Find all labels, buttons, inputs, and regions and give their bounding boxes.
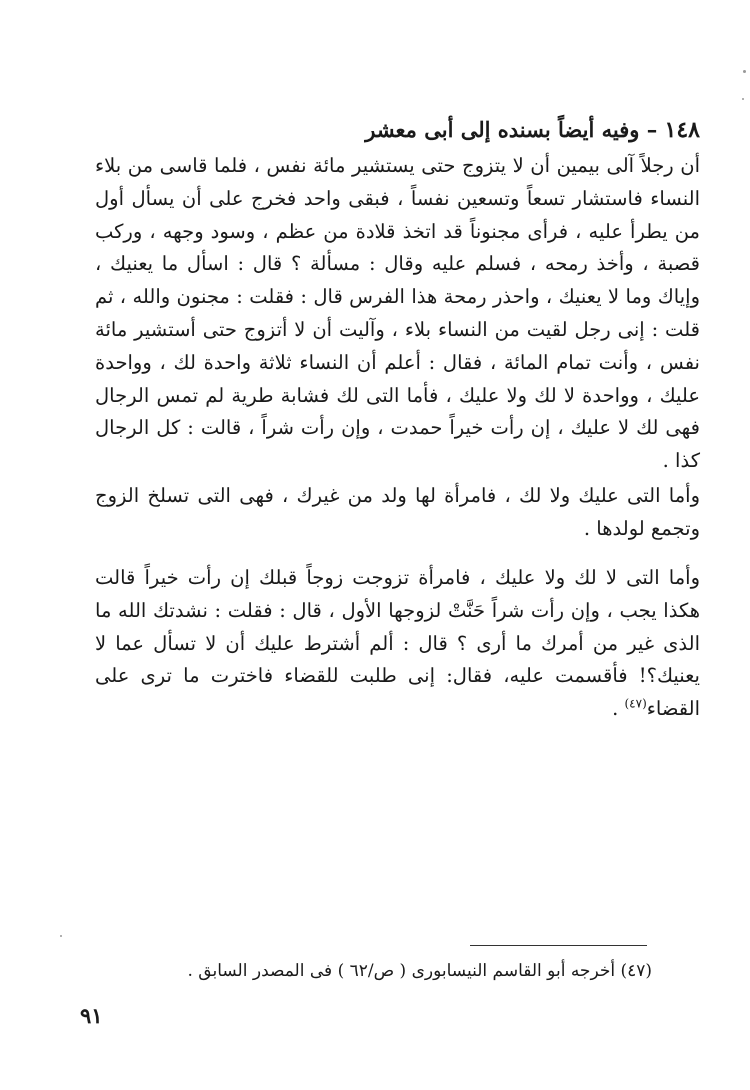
scan-speck xyxy=(742,98,744,100)
body-paragraph-2 xyxy=(95,480,700,546)
scan-speck xyxy=(60,935,62,937)
section-number: ١٤٨ xyxy=(664,117,700,143)
footnote-reference: (٤٧) xyxy=(624,696,647,711)
footnote: (٤٧) أخرجه أبو القاسم النيسابورى ( ص/٦٢ ) فى المصدر السابق . xyxy=(187,961,652,981)
paragraph-text-wrapper xyxy=(95,562,700,726)
footnote-divider xyxy=(470,945,647,946)
body-paragraph-3 xyxy=(95,562,700,726)
paragraph-text: أن رجلاً آلى بيمين أن لا يتزوج حتى يستشير مائة نفس ، فلما قاسى من بلاء النساء فاستشار تسعاً وتسعين نفساً ، فبقى واحد فخرج على أن يسأل أول من يطرأ عليه ، فرأى مجنوناً قد اتخذ قلادة من عظم ، وسود وجهه ، وركب قصبة ، وأخذ رمحه ، فسلم عليه وقال : مسألة ؟ قال : اسأل ما يعنيك ، وإياك وما لا يعنيك ، واحذر رمحة هذا الفرس قال : فقلت : مجنون والله ، ثم قلت : إنى رجل لقيت من النساء بلاء ، وآليت أن لا أتزوج حتى أستشير مائة نفس ، وأنت تمام المائة ، فقال : أعلم أن النساء ثلاثة واحدة لك ، وواحدة عليك ، وواحدة لا لك ولا عليك ، فأما التى لك فشابة طرية لم تمس الرجال فهى لك لا عليك ، إن رأت خيراً حمدت ، وإن رأت شراً ، قالت : كل الرجال كذا . xyxy=(95,154,700,473)
scan-speck xyxy=(743,70,746,73)
section-heading xyxy=(95,112,700,148)
section-title: وفيه أيضاً بسنده إلى أبى معشر xyxy=(365,117,640,142)
paragraph-text: وأما التى عليك ولا لك ، فامرأة لها ولد من غيرك ، فهى التى تسلخ الزوج وتجمع لولدها . xyxy=(95,484,700,540)
paragraph-text: وأما التى لا لك ولا عليك ، فامرأة تزوجت زوجاً قبلك إن رأت خيراً قالت هكذا يجب ، وإن رأت شراً حَنَّتْ لزوجها الأول ، قال : فقلت : نشدتك الله ما الذى غير من أمرك ما أرى ؟ قال : ألم أشترط عليك أن لا تسأل عما لا يعنيك؟! فأقسمت عليه، فقال: إنى طلبت للقضاء فاخترت ما ترى على القضاء xyxy=(95,566,700,721)
heading-dash: – xyxy=(639,117,665,142)
page-number: ٩١ xyxy=(80,1003,103,1028)
closing-dot: . xyxy=(612,697,619,721)
body-paragraph-1 xyxy=(95,150,700,478)
